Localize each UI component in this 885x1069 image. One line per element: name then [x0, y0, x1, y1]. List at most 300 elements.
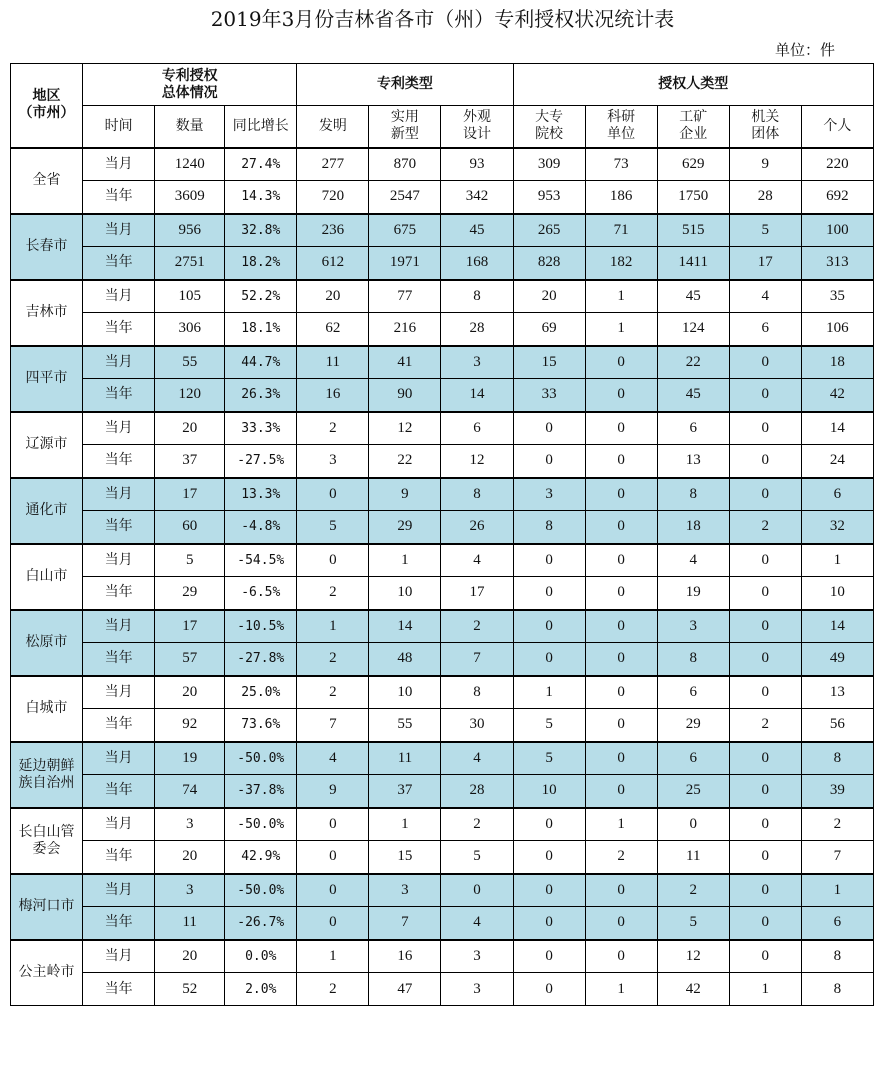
value-cell: 1411	[657, 247, 729, 280]
value-cell: 5	[155, 544, 225, 577]
value-cell: 25	[657, 775, 729, 808]
value-cell: 0.0%	[225, 940, 297, 973]
value-cell: 0	[513, 544, 585, 577]
value-cell: 8	[801, 940, 873, 973]
value-cell: 6	[801, 478, 873, 511]
region-name: 松原市	[11, 610, 83, 676]
value-cell: 2	[657, 874, 729, 907]
value-cell: 7	[297, 709, 369, 742]
value-cell: 3	[441, 973, 513, 1006]
period-cell: 当年	[83, 841, 155, 874]
value-cell: 5	[729, 214, 801, 247]
value-cell: 42.9%	[225, 841, 297, 874]
value-cell: 25.0%	[225, 676, 297, 709]
value-cell: 0	[585, 709, 657, 742]
value-cell: 57	[155, 643, 225, 676]
period-cell: 当月	[83, 940, 155, 973]
value-cell: 44.7%	[225, 346, 297, 379]
value-cell: 1971	[369, 247, 441, 280]
value-cell: 55	[369, 709, 441, 742]
value-cell: 3609	[155, 181, 225, 214]
value-cell: 870	[369, 148, 441, 181]
table-row	[11, 940, 874, 973]
region-name: 全省	[11, 148, 83, 214]
value-cell: 28	[441, 313, 513, 346]
value-cell: 5	[297, 511, 369, 544]
page-title: 2019年3月份吉林省各市（州）专利授权状况统计表	[210, 7, 675, 31]
value-cell: 3	[441, 346, 513, 379]
value-cell: 0	[729, 775, 801, 808]
period-cell: 当年	[83, 181, 155, 214]
region-name: 白山市	[11, 544, 83, 610]
region-name: 长白山管 委会	[11, 808, 83, 874]
value-cell: 2	[297, 676, 369, 709]
column-header: 同比增长	[225, 106, 297, 148]
value-cell: 29	[369, 511, 441, 544]
value-cell: 3	[155, 808, 225, 841]
value-cell: 0	[729, 478, 801, 511]
value-cell: 692	[801, 181, 873, 214]
value-cell: 612	[297, 247, 369, 280]
table-row	[11, 907, 874, 940]
value-cell: 0	[585, 676, 657, 709]
value-cell: 4	[441, 742, 513, 775]
value-cell: 2	[585, 841, 657, 874]
value-cell: 19	[155, 742, 225, 775]
value-cell: 0	[729, 577, 801, 610]
value-cell: 22	[657, 346, 729, 379]
value-cell: -27.8%	[225, 643, 297, 676]
table-row	[11, 148, 874, 181]
value-cell: 0	[297, 841, 369, 874]
patent-stats-table	[10, 63, 874, 1006]
value-cell: 8	[657, 643, 729, 676]
value-cell: 186	[585, 181, 657, 214]
value-cell: 0	[513, 577, 585, 610]
value-cell: 39	[801, 775, 873, 808]
value-cell: 30	[441, 709, 513, 742]
region-name: 吉林市	[11, 280, 83, 346]
value-cell: 0	[585, 907, 657, 940]
value-cell: 14	[369, 610, 441, 643]
value-cell: 0	[729, 940, 801, 973]
value-cell: 33.3%	[225, 412, 297, 445]
value-cell: 1240	[155, 148, 225, 181]
value-cell: 0	[585, 445, 657, 478]
value-cell: 13.3%	[225, 478, 297, 511]
value-cell: 32	[801, 511, 873, 544]
value-cell: 33	[513, 379, 585, 412]
table-row	[11, 709, 874, 742]
value-cell: 0	[585, 511, 657, 544]
value-cell: 24	[801, 445, 873, 478]
value-cell: 32.8%	[225, 214, 297, 247]
value-cell: 720	[297, 181, 369, 214]
value-cell: 7	[369, 907, 441, 940]
value-cell: 14.3%	[225, 181, 297, 214]
value-cell: 0	[729, 808, 801, 841]
value-cell: 0	[513, 610, 585, 643]
value-cell: 1	[369, 544, 441, 577]
table-row	[11, 775, 874, 808]
value-cell: 0	[729, 379, 801, 412]
table-row	[11, 973, 874, 1006]
table-row	[11, 478, 874, 511]
value-cell: 37	[369, 775, 441, 808]
value-cell: 0	[513, 940, 585, 973]
value-cell: 47	[369, 973, 441, 1006]
region-name: 公主岭市	[11, 940, 83, 1006]
value-cell: 182	[585, 247, 657, 280]
period-cell: 当月	[83, 214, 155, 247]
value-cell: 2	[297, 643, 369, 676]
value-cell: -4.8%	[225, 511, 297, 544]
value-cell: 124	[657, 313, 729, 346]
value-cell: 0	[297, 544, 369, 577]
value-cell: -50.0%	[225, 742, 297, 775]
value-cell: 2751	[155, 247, 225, 280]
period-cell: 当年	[83, 313, 155, 346]
value-cell: 1	[801, 874, 873, 907]
table-row	[11, 280, 874, 313]
value-cell: 48	[369, 643, 441, 676]
column-header: 科研 单位	[585, 106, 657, 148]
value-cell: 20	[513, 280, 585, 313]
table-row	[11, 412, 874, 445]
value-cell: 29	[657, 709, 729, 742]
value-cell: 10	[801, 577, 873, 610]
value-cell: 0	[513, 643, 585, 676]
value-cell: 7	[441, 643, 513, 676]
region-name: 四平市	[11, 346, 83, 412]
value-cell: 220	[801, 148, 873, 181]
value-cell: 2	[297, 577, 369, 610]
value-cell: 1	[513, 676, 585, 709]
value-cell: 0	[585, 577, 657, 610]
value-cell: 4	[297, 742, 369, 775]
table-row	[11, 808, 874, 841]
column-header: 机关 团体	[729, 106, 801, 148]
value-cell: 26	[441, 511, 513, 544]
value-cell: 18.2%	[225, 247, 297, 280]
value-cell: 0	[729, 841, 801, 874]
period-cell: 当年	[83, 775, 155, 808]
table-row	[11, 214, 874, 247]
table-row	[11, 379, 874, 412]
period-cell: 当月	[83, 874, 155, 907]
value-cell: 6	[657, 676, 729, 709]
value-cell: 216	[369, 313, 441, 346]
period-cell: 当月	[83, 742, 155, 775]
table-row	[11, 445, 874, 478]
period-cell: 当月	[83, 346, 155, 379]
value-cell: 55	[155, 346, 225, 379]
value-cell: 69	[513, 313, 585, 346]
column-header: 外观 设计	[441, 106, 513, 148]
value-cell: 0	[513, 907, 585, 940]
column-header: 时间	[83, 106, 155, 148]
value-cell: 3	[513, 478, 585, 511]
value-cell: 14	[441, 379, 513, 412]
value-cell: 11	[155, 907, 225, 940]
value-cell: 306	[155, 313, 225, 346]
value-cell: 45	[657, 280, 729, 313]
value-cell: 6	[729, 313, 801, 346]
value-cell: 8	[513, 511, 585, 544]
value-cell: 2	[441, 808, 513, 841]
value-cell: 2.0%	[225, 973, 297, 1006]
value-cell: 8	[441, 280, 513, 313]
period-cell: 当月	[83, 280, 155, 313]
value-cell: 1	[369, 808, 441, 841]
table-row	[11, 544, 874, 577]
value-cell: 35	[801, 280, 873, 313]
table-row	[11, 313, 874, 346]
period-cell: 当月	[83, 676, 155, 709]
value-cell: 828	[513, 247, 585, 280]
value-cell: 17	[155, 610, 225, 643]
region-name: 通化市	[11, 478, 83, 544]
value-cell: 15	[513, 346, 585, 379]
value-cell: 6	[657, 742, 729, 775]
region-name: 长春市	[11, 214, 83, 280]
table-body	[11, 64, 874, 1006]
value-cell: 0	[441, 874, 513, 907]
value-cell: 6	[441, 412, 513, 445]
column-header: 数量	[155, 106, 225, 148]
value-cell: 4	[657, 544, 729, 577]
overall-group-header: 专利授权 总体情况	[83, 64, 297, 106]
patent-type-group-header: 专利类型	[297, 64, 513, 106]
value-cell: 28	[441, 775, 513, 808]
value-cell: 0	[729, 445, 801, 478]
value-cell: 9	[297, 775, 369, 808]
header-row-columns	[11, 106, 874, 148]
value-cell: 16	[297, 379, 369, 412]
value-cell: 0	[729, 610, 801, 643]
value-cell: 11	[657, 841, 729, 874]
value-cell: 2	[297, 973, 369, 1006]
period-cell: 当年	[83, 643, 155, 676]
value-cell: 90	[369, 379, 441, 412]
period-cell: 当年	[83, 577, 155, 610]
value-cell: 8	[441, 676, 513, 709]
value-cell: 0	[513, 874, 585, 907]
value-cell: 28	[729, 181, 801, 214]
period-cell: 当月	[83, 148, 155, 181]
value-cell: 26.3%	[225, 379, 297, 412]
period-cell: 当月	[83, 808, 155, 841]
value-cell: 0	[585, 874, 657, 907]
value-cell: 0	[297, 907, 369, 940]
value-cell: 0	[585, 610, 657, 643]
value-cell: 62	[297, 313, 369, 346]
column-header: 大专 院校	[513, 106, 585, 148]
period-cell: 当年	[83, 445, 155, 478]
period-cell: 当年	[83, 379, 155, 412]
value-cell: 1	[297, 610, 369, 643]
value-cell: 277	[297, 148, 369, 181]
value-cell: 8	[657, 478, 729, 511]
value-cell: 20	[155, 841, 225, 874]
period-cell: 当月	[83, 610, 155, 643]
value-cell: 11	[297, 346, 369, 379]
value-cell: 49	[801, 643, 873, 676]
value-cell: 2	[801, 808, 873, 841]
value-cell: 15	[369, 841, 441, 874]
value-cell: 265	[513, 214, 585, 247]
value-cell: 3	[441, 940, 513, 973]
value-cell: 309	[513, 148, 585, 181]
value-cell: 13	[801, 676, 873, 709]
period-cell: 当年	[83, 247, 155, 280]
value-cell: 0	[585, 643, 657, 676]
value-cell: 953	[513, 181, 585, 214]
table-row	[11, 742, 874, 775]
value-cell: 45	[657, 379, 729, 412]
table-row	[11, 346, 874, 379]
value-cell: 120	[155, 379, 225, 412]
value-cell: -50.0%	[225, 808, 297, 841]
value-cell: 105	[155, 280, 225, 313]
value-cell: 27.4%	[225, 148, 297, 181]
value-cell: 73.6%	[225, 709, 297, 742]
table-row	[11, 577, 874, 610]
value-cell: -26.7%	[225, 907, 297, 940]
value-cell: 5	[441, 841, 513, 874]
value-cell: 1	[585, 973, 657, 1006]
value-cell: 0	[513, 973, 585, 1006]
value-cell: 9	[729, 148, 801, 181]
value-cell: 0	[513, 445, 585, 478]
value-cell: 20	[297, 280, 369, 313]
value-cell: 12	[657, 940, 729, 973]
value-cell: 106	[801, 313, 873, 346]
value-cell: 0	[585, 544, 657, 577]
value-cell: 0	[585, 742, 657, 775]
value-cell: 0	[513, 841, 585, 874]
table-row	[11, 511, 874, 544]
value-cell: 10	[369, 676, 441, 709]
period-cell: 当月	[83, 478, 155, 511]
value-cell: 20	[155, 412, 225, 445]
value-cell: 4	[441, 544, 513, 577]
value-cell: 14	[801, 610, 873, 643]
value-cell: 0	[729, 412, 801, 445]
value-cell: 313	[801, 247, 873, 280]
value-cell: 2	[729, 709, 801, 742]
value-cell: 3	[657, 610, 729, 643]
value-cell: -54.5%	[225, 544, 297, 577]
value-cell: 8	[441, 478, 513, 511]
value-cell: 11	[369, 742, 441, 775]
value-cell: 73	[585, 148, 657, 181]
table-row	[11, 610, 874, 643]
value-cell: 0	[729, 676, 801, 709]
table-row	[11, 841, 874, 874]
value-cell: 0	[513, 808, 585, 841]
value-cell: -6.5%	[225, 577, 297, 610]
region-header: 地区 （市州）	[11, 64, 83, 148]
period-cell: 当月	[83, 412, 155, 445]
value-cell: 3	[155, 874, 225, 907]
value-cell: 22	[369, 445, 441, 478]
value-cell: 629	[657, 148, 729, 181]
value-cell: 20	[155, 676, 225, 709]
value-cell: 0	[729, 643, 801, 676]
value-cell: 20	[155, 940, 225, 973]
value-cell: 1	[585, 808, 657, 841]
value-cell: 10	[513, 775, 585, 808]
value-cell: 8	[801, 742, 873, 775]
region-name: 梅河口市	[11, 874, 83, 940]
value-cell: 1	[297, 940, 369, 973]
value-cell: 2	[729, 511, 801, 544]
value-cell: 10	[369, 577, 441, 610]
value-cell: 17	[441, 577, 513, 610]
region-name: 白城市	[11, 676, 83, 742]
value-cell: -10.5%	[225, 610, 297, 643]
value-cell: 0	[297, 874, 369, 907]
period-cell: 当月	[83, 544, 155, 577]
value-cell: 7	[801, 841, 873, 874]
value-cell: 3	[369, 874, 441, 907]
value-cell: 56	[801, 709, 873, 742]
column-header: 发明	[297, 106, 369, 148]
value-cell: 77	[369, 280, 441, 313]
value-cell: 2547	[369, 181, 441, 214]
value-cell: 1750	[657, 181, 729, 214]
value-cell: 675	[369, 214, 441, 247]
value-cell: 6	[657, 412, 729, 445]
value-cell: 5	[513, 742, 585, 775]
value-cell: 1	[729, 973, 801, 1006]
value-cell: 0	[729, 346, 801, 379]
value-cell: 13	[657, 445, 729, 478]
value-cell: 18.1%	[225, 313, 297, 346]
column-header: 工矿 企业	[657, 106, 729, 148]
value-cell: 71	[585, 214, 657, 247]
value-cell: 2	[297, 412, 369, 445]
region-name: 延边朝鲜 族自治州	[11, 742, 83, 808]
value-cell: 42	[657, 973, 729, 1006]
value-cell: 1	[801, 544, 873, 577]
value-cell: 0	[585, 775, 657, 808]
period-cell: 当年	[83, 709, 155, 742]
value-cell: 1	[585, 313, 657, 346]
value-cell: 42	[801, 379, 873, 412]
value-cell: 4	[441, 907, 513, 940]
value-cell: 18	[657, 511, 729, 544]
value-cell: -27.5%	[225, 445, 297, 478]
value-cell: 93	[441, 148, 513, 181]
value-cell: 0	[729, 874, 801, 907]
period-cell: 当年	[83, 973, 155, 1006]
value-cell: 52.2%	[225, 280, 297, 313]
value-cell: 41	[369, 346, 441, 379]
value-cell: 18	[801, 346, 873, 379]
value-cell: 236	[297, 214, 369, 247]
value-cell: 8	[801, 973, 873, 1006]
value-cell: 0	[297, 478, 369, 511]
value-cell: 0	[297, 808, 369, 841]
header-row-group	[11, 64, 874, 106]
value-cell: 60	[155, 511, 225, 544]
column-header: 实用 新型	[369, 106, 441, 148]
value-cell: 1	[585, 280, 657, 313]
value-cell: 17	[729, 247, 801, 280]
value-cell: 5	[657, 907, 729, 940]
